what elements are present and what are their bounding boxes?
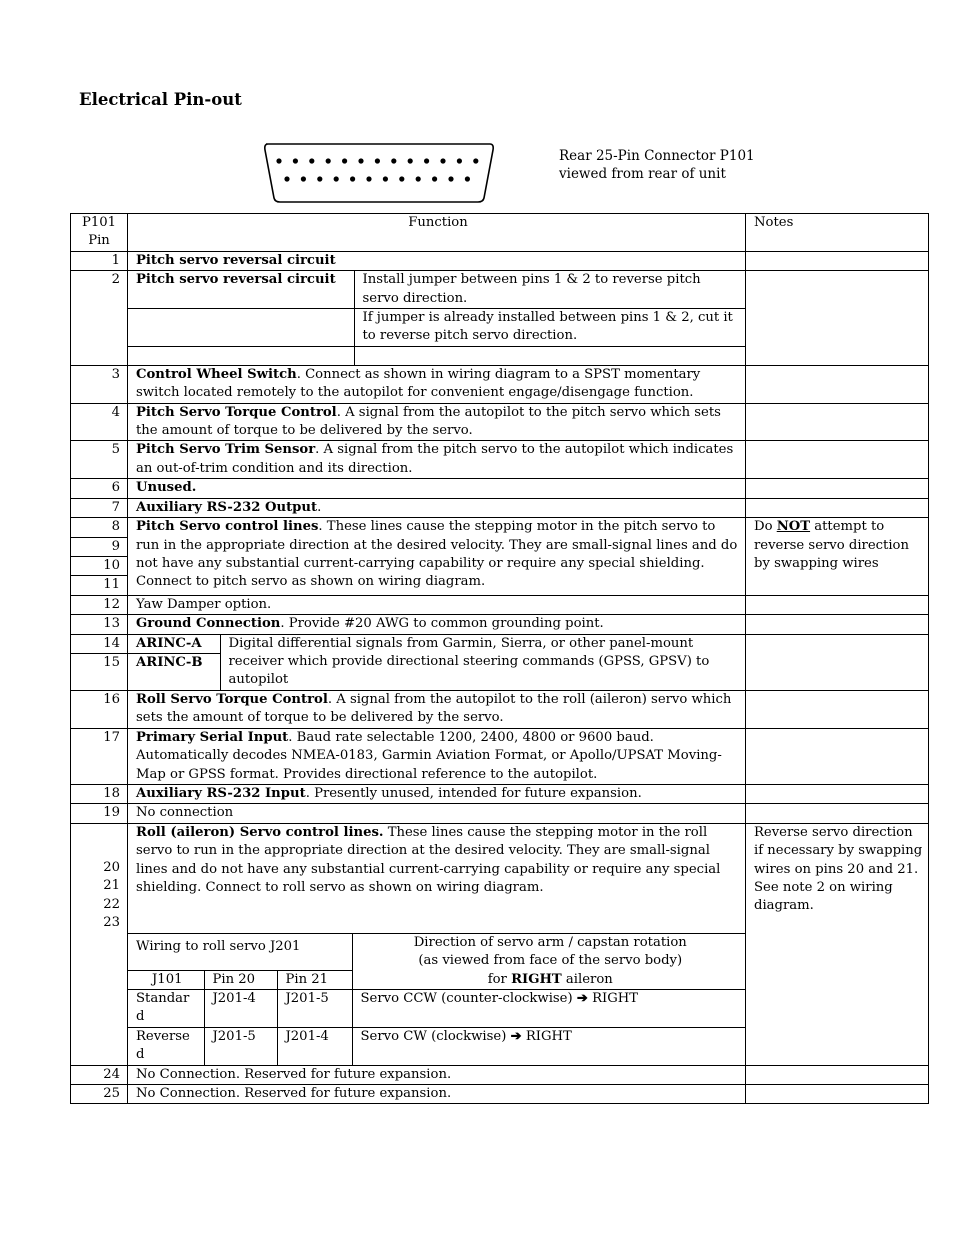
function-title: Auxiliary RS-232 Input: [136, 785, 306, 801]
function-text: . Baud rate selectable 1200, 2400, 4800 or 9600 baud. Automatically decodes NMEA-0183, Garmin Aviation Format, or Apollo/UPSAT Moving-Map or GPSS format. Provides directional reference to the autopilot.: [136, 729, 722, 782]
wiring-std-pin21: J201-5: [277, 990, 352, 1028]
connector-caption: [559, 147, 755, 183]
function-cell: [128, 441, 746, 479]
notes-cell: [746, 251, 929, 270]
pin-number: 24: [71, 1065, 128, 1084]
table-row: [71, 479, 929, 498]
wiring-rev-pin21: J201-4: [277, 1027, 352, 1064]
direction-header: [352, 933, 745, 989]
subtable-cell: [354, 346, 745, 365]
function-cell: [128, 403, 746, 441]
notes-cell: [746, 728, 929, 784]
subtable-cell: Install jumper between pins 1 & 2 to reverse pitch servo direction.: [354, 271, 745, 308]
pin-number: 20: [103, 859, 120, 875]
function-cell: [128, 615, 746, 634]
notes-cell: [746, 441, 929, 479]
function-text: .: [317, 499, 322, 515]
connector-pin: [465, 176, 470, 181]
notes-cell: [746, 1065, 929, 1084]
wiring-label-line: d: [136, 1009, 145, 1025]
function-cell: [128, 498, 746, 517]
wiring-label-line: d: [136, 1047, 145, 1063]
function-title: Pitch Servo Trim Sensor: [136, 442, 316, 458]
db25-connector-icon: [262, 140, 496, 206]
function-title: Pitch Servo control lines: [136, 519, 319, 535]
pin-number: 19: [71, 804, 128, 823]
caption-line: Rear 25-Pin Connector P101: [559, 148, 755, 164]
function-cell: No Connection. Reserved for future expansion.: [128, 1065, 746, 1084]
subtable-cell: [128, 271, 354, 308]
notes-cell: [746, 595, 929, 614]
note-text: Do: [754, 519, 777, 535]
pin-number: 9: [71, 537, 128, 556]
notes-cell: [746, 498, 929, 517]
connector-pin: [408, 158, 413, 163]
connector-pin: [293, 158, 298, 163]
table-row: [71, 595, 929, 614]
subtable-cell: [128, 653, 220, 690]
function-title: Unused.: [136, 480, 197, 496]
connector-pin: [350, 176, 355, 181]
table-row: [71, 690, 929, 728]
direction-text: RIGHT: [521, 1028, 572, 1044]
header-pin: [71, 214, 128, 252]
table-row: [71, 271, 929, 366]
function-title: Pitch servo reversal circuit: [136, 272, 336, 288]
subtable-cell: [128, 635, 220, 654]
wiring-subtable: [128, 933, 745, 1065]
pin-number: 2: [71, 271, 128, 366]
pin-number: [71, 823, 128, 1065]
pin-number: 1: [71, 251, 128, 270]
col-pin21: Pin 21: [277, 970, 352, 989]
pin-number: 10: [71, 556, 128, 575]
notes-cell: [746, 1085, 929, 1104]
pin-number: 13: [71, 615, 128, 634]
col-j101: J101: [128, 970, 204, 989]
table-row: [71, 615, 929, 634]
wiring-rev-direction: [352, 1027, 745, 1064]
connector-pin: [358, 158, 363, 163]
pin-number: 17: [71, 728, 128, 784]
function-title: Auxiliary RS-232 Output: [136, 499, 318, 515]
notes-cell: Reverse servo direction if necessary by swapping wires on pins 20 and 21. See note 2 on wiring diagram.: [746, 823, 929, 1065]
function-cell: [128, 823, 746, 1065]
function-text: . Presently unused, intended for future expansion.: [305, 785, 642, 801]
table-row: [71, 518, 929, 537]
pin-number: 3: [71, 365, 128, 403]
page-title: Electrical Pin-out: [79, 90, 242, 109]
pin-number: 14: [71, 635, 127, 654]
function-title: Pitch servo reversal circuit: [136, 252, 336, 268]
note-text: attempt to reverse servo direction by swapping wires: [754, 519, 909, 571]
header-function: Function: [128, 214, 746, 252]
notes-cell: [746, 479, 929, 498]
function-text: . Provide #20 AWG to common grounding point.: [280, 616, 604, 632]
pin-number: 16: [71, 690, 128, 728]
header-notes: Notes: [746, 214, 929, 252]
function-title: Roll (aileron) Servo control lines.: [136, 824, 384, 840]
function-cell: [128, 784, 746, 803]
function-title: Pitch Servo Torque Control: [136, 404, 337, 420]
pin-number: 11: [71, 576, 128, 595]
function-cell: Yaw Damper option.: [128, 595, 746, 614]
connector-pin: [342, 158, 347, 163]
function-title: Ground Connection: [136, 616, 281, 632]
direction-text: for: [487, 971, 512, 987]
direction-emphasis: RIGHT: [511, 971, 562, 987]
function-cell: [128, 634, 746, 690]
right-arrow-icon: ➔: [510, 1028, 522, 1044]
function-cell: [128, 479, 746, 498]
function-cell: [128, 728, 746, 784]
pin-number: 22: [103, 896, 120, 912]
connector-pin: [432, 176, 437, 181]
table-row: [71, 804, 929, 823]
pin-number: 12: [71, 595, 128, 614]
subtable-cell: [128, 309, 354, 347]
table-row: [71, 823, 929, 1065]
pin-number: 25: [71, 1085, 128, 1104]
notes-cell: [746, 271, 929, 366]
connector-pin: [309, 158, 314, 163]
pin-number: 15: [103, 654, 120, 670]
function-text: . These lines cause the stepping motor in the pitch servo to run in the appropriate direction at the desired velocity. They are small-signal lines and do not have any substantial current-carrying capability or require any special shielding. Connect to pitch servo as shown on wiring diagram.: [136, 519, 738, 590]
function-cell: [128, 690, 746, 728]
connector-pin: [399, 176, 404, 181]
wiring-label: Wiring to roll servo J201: [128, 933, 352, 970]
function-cell: No Connection. Reserved for future expansion.: [128, 1085, 746, 1104]
wiring-label-line: Reverse: [136, 1028, 190, 1044]
direction-line: [361, 971, 740, 989]
pin-number: 7: [71, 498, 128, 517]
notes-cell: [746, 634, 929, 690]
pin-number: 6: [71, 479, 128, 498]
wiring-std-pin20: J201-4: [204, 990, 277, 1028]
notes-cell: [746, 804, 929, 823]
connector-pin: [424, 158, 429, 163]
connector-pin: [334, 176, 339, 181]
connector-pin: [326, 158, 331, 163]
wiring-rev-label: [128, 1027, 204, 1064]
pin-number: 8: [71, 518, 128, 537]
function-cell: [128, 271, 746, 366]
function-text: These lines cause the stepping motor in the roll servo to run in the appropriate direction at the desired velocity. They are small-signal lines and do not have any substantial current-carrying capability or require any special shielding. Connect to roll servo as shown on wiring diagram.: [136, 824, 721, 895]
table-row: [71, 251, 929, 270]
arinc-label: ARINC-A: [136, 635, 202, 651]
right-arrow-icon: ➔: [576, 991, 588, 1006]
subtable-cell: [128, 346, 354, 365]
connector-pin: [457, 158, 462, 163]
notes-cell: [746, 518, 929, 596]
table-row: [71, 441, 929, 479]
table-row: [71, 403, 929, 441]
pin-number: 4: [71, 403, 128, 441]
pin-number: [71, 634, 128, 690]
pin-number: 18: [71, 784, 128, 803]
wiring-std-direction: [352, 990, 745, 1028]
notes-cell: [746, 403, 929, 441]
connector-pin: [317, 176, 322, 181]
wiring-rev-pin20: J201-5: [204, 1027, 277, 1064]
header-row: [71, 214, 929, 252]
function-cell: [128, 518, 746, 596]
subtable-cell: If jumper is already installed between pins 1 & 2, cut it to reverse pitch servo direction.: [354, 309, 745, 347]
pin-number: 21: [103, 878, 120, 894]
direction-text: RIGHT: [587, 991, 639, 1006]
table-row: [71, 365, 929, 403]
note-emphasis: NOT: [776, 519, 811, 535]
connector-pin: [383, 176, 388, 181]
direction-line: (as viewed from face of the servo body): [418, 953, 683, 969]
pin-number: 23: [103, 915, 120, 930]
pinout-table: [70, 213, 929, 1104]
function-text: . A signal from the pitch servo to the autopilot which indicates an out-of-trim condition and its direction.: [136, 442, 734, 476]
connector-pin: [448, 176, 453, 181]
notes-cell: [746, 690, 929, 728]
function-title: Roll Servo Torque Control: [136, 691, 328, 707]
connector-pin: [301, 176, 306, 181]
arinc-subtable: [128, 635, 745, 690]
table-row: [71, 1085, 929, 1104]
header-pin-line: P101: [81, 215, 117, 230]
notes-cell: [746, 784, 929, 803]
connector-pin: [391, 158, 396, 163]
caption-line: viewed from rear of unit: [559, 166, 726, 182]
connector-pin: [473, 158, 478, 163]
jumper-subtable: [128, 271, 745, 365]
function-text-block: [128, 824, 745, 933]
direction-text: aileron: [561, 971, 613, 987]
wiring-std-label: [128, 990, 204, 1028]
connector-pin: [284, 176, 289, 181]
table-row: [71, 634, 929, 690]
col-pin20: Pin 20: [204, 970, 277, 989]
header-pin-line: Pin: [88, 233, 110, 249]
function-text: . A signal from the autopilot to the roll (aileron) servo which sets the amount of torque to be delivered by the servo.: [136, 691, 732, 726]
connector-pin: [416, 176, 421, 181]
notes-cell: [746, 365, 929, 403]
connector-pin: [375, 158, 380, 163]
function-text: . Connect as shown in wiring diagram to a SPST momentary switch located remotely to the autopilot for convenient engage/disengage function.: [136, 366, 701, 401]
direction-text: Servo CW (clockwise): [360, 1028, 511, 1044]
function-text: . A signal from the autopilot to the pitch servo which sets the amount of torque to be delivered by the servo.: [136, 404, 721, 439]
function-cell: [128, 251, 746, 270]
table-row: [71, 498, 929, 517]
table-row: [71, 728, 929, 784]
function-cell: No connection: [128, 804, 746, 823]
subtable-cell: Digital differential signals from Garmin, Sierra, or other panel-mount receiver which provide directional steering commands (GPSS, GPSV) to autopilot: [220, 635, 745, 690]
function-cell: [128, 365, 746, 403]
direction-line: Direction of servo arm / capstan rotation: [413, 934, 687, 950]
connector-pin: [276, 158, 281, 163]
connector-pin: [366, 176, 371, 181]
notes-cell: [746, 615, 929, 634]
wiring-label-line: Standar: [136, 991, 190, 1006]
table-row: [71, 784, 929, 803]
arinc-label: ARINC-B: [136, 654, 203, 670]
pin-number: 5: [71, 441, 128, 479]
function-title: Primary Serial Input: [136, 729, 289, 745]
connector-pin: [440, 158, 445, 163]
table-row: [71, 1065, 929, 1084]
direction-text: Servo CCW (counter-clockwise): [360, 991, 577, 1006]
function-title: Control Wheel Switch: [136, 366, 297, 382]
